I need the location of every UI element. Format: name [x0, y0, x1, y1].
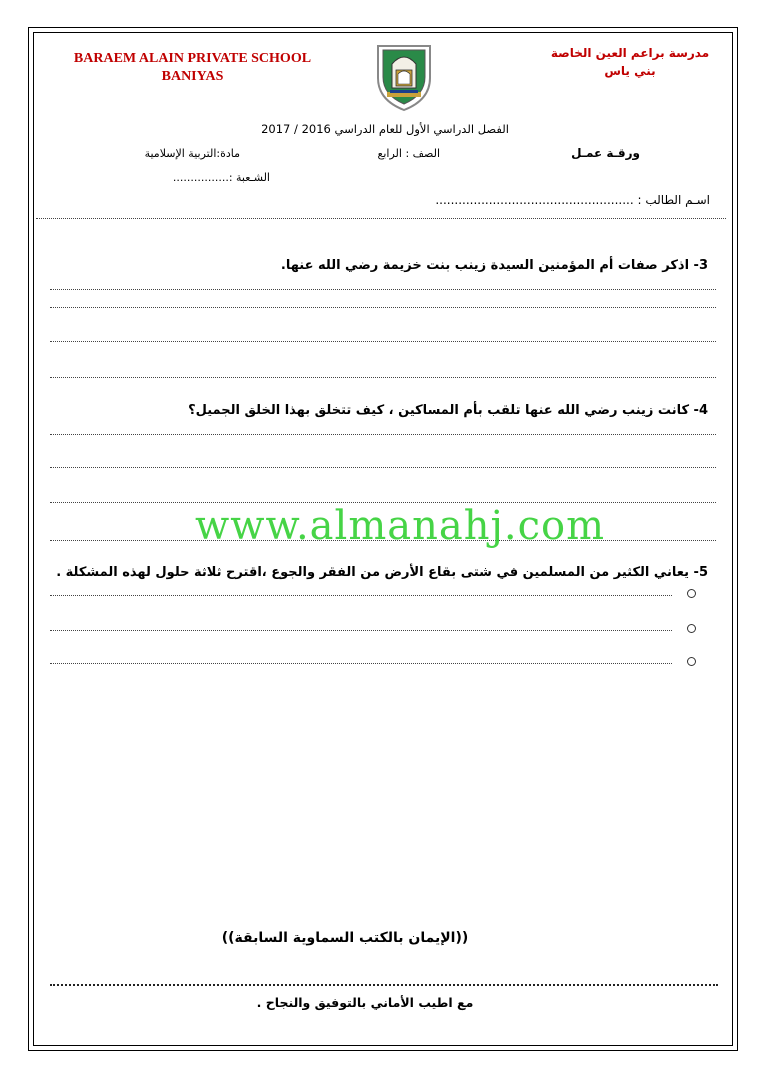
term-title: الفصل الدراسي الأول للعام الدراسي 2016 / 2017	[261, 122, 509, 136]
answer-line[interactable]	[50, 434, 716, 435]
closing-wishes: مع اطيب الأماني بالتوفيق والنجاح .	[256, 995, 474, 1010]
section-field[interactable]: الشـعبة :................	[172, 171, 270, 184]
solution-line-2[interactable]	[50, 622, 700, 636]
bullet-circle-icon	[687, 624, 696, 633]
footer-divider	[50, 984, 718, 986]
answer-line[interactable]	[50, 341, 716, 342]
answer-line[interactable]	[50, 307, 716, 308]
answer-line[interactable]	[50, 377, 716, 378]
solution-line-1[interactable]	[50, 587, 700, 601]
bullet-circle-icon	[687, 657, 696, 666]
answer-line[interactable]	[50, 630, 672, 631]
bullet-circle-icon	[687, 589, 696, 598]
school-name-ar-line2: بني ياس	[604, 64, 656, 78]
subject-label: مادة:التربية الإسلامية	[144, 147, 240, 160]
school-name-english	[55, 50, 330, 86]
school-name-arabic	[545, 44, 715, 80]
answer-line[interactable]	[50, 663, 672, 664]
school-name-en-line2: BANIYAS	[161, 69, 224, 84]
solution-line-3[interactable]	[50, 655, 700, 669]
question-5: 5- يعاني الكثير من المسلمين في شتى بقاع الأرض من الفقر والجوع ،اقترح ثلاثة حلول لهذه المشكلة .	[56, 565, 708, 580]
watermark: www.almanahj.com	[195, 503, 606, 549]
answer-line[interactable]	[50, 467, 716, 468]
grade-label: الصف : الرابع	[377, 147, 440, 160]
unit-title: ((الإيمان بالكتب السماوية السابقة))	[221, 930, 469, 946]
question-3: 3- اذكر صفات أم المؤمنين السيدة زينب بنت خزيمة رضي الله عنها.	[280, 258, 708, 273]
school-name-ar-line1: مدرسة براعم العين الخاصة	[550, 46, 710, 60]
school-name-en-line1: BARAEM ALAIN PRIVATE SCHOOL	[73, 51, 312, 66]
header-divider	[36, 218, 726, 219]
worksheet-label: ورقـة عمـل	[571, 146, 640, 160]
answer-line[interactable]	[50, 289, 716, 290]
answer-line[interactable]	[50, 595, 672, 596]
school-logo-icon	[372, 40, 436, 112]
question-4: 4- كانت زينب رضي الله عنها تلقب بأم المساكين ، كيف تتخلق بهذا الخلق الجميل؟	[188, 403, 708, 418]
student-name-field[interactable]: اسـم الطالب : ....................................................	[435, 193, 710, 207]
